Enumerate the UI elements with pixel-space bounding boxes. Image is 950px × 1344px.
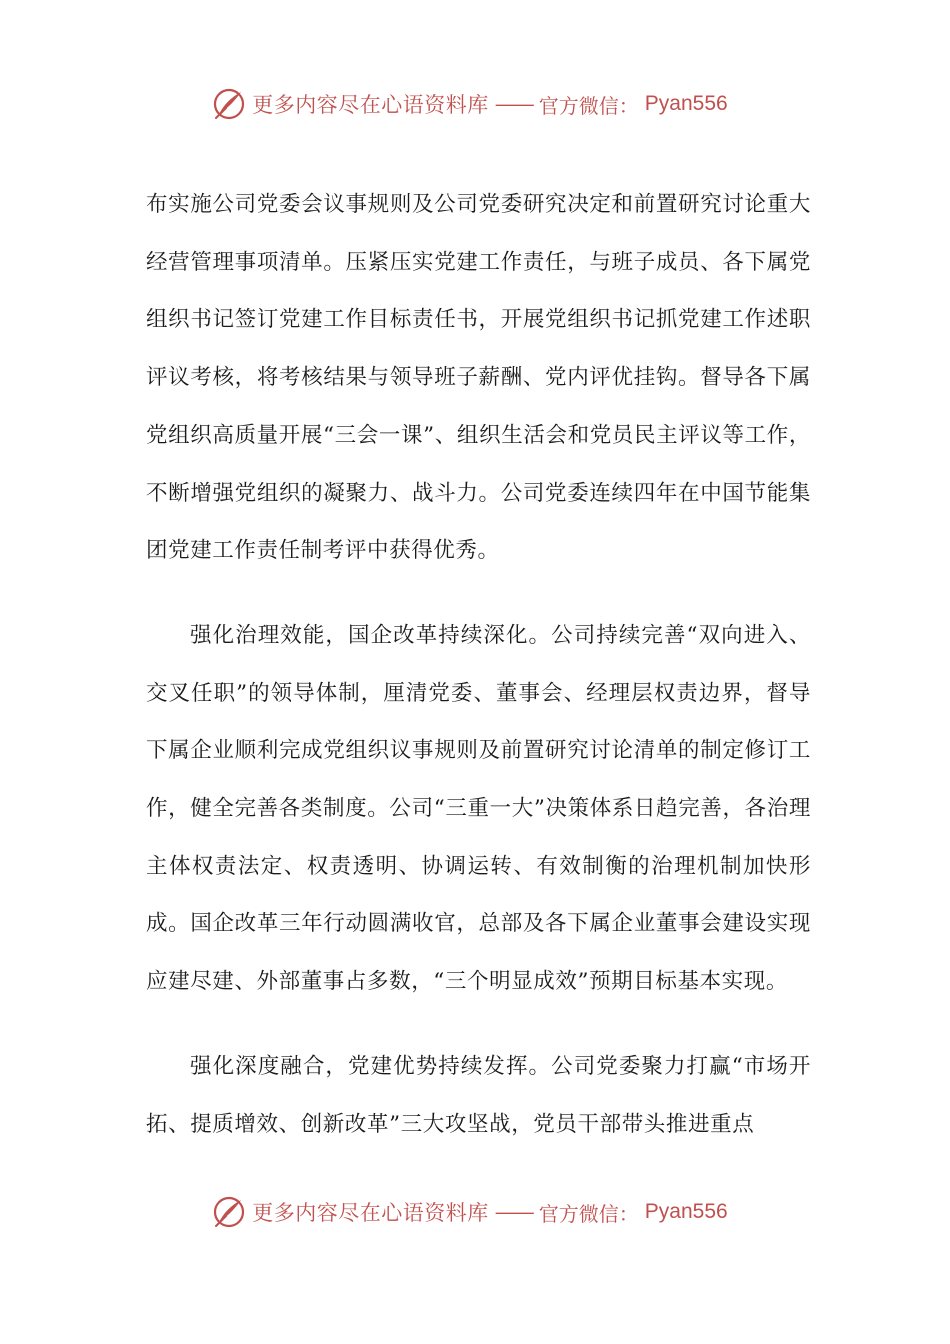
feather-pen-logo-icon	[212, 87, 246, 121]
paragraph-1: 布实施公司党委会议事规则及公司党委研究决定和前置研究讨论重大经营管理事项清单。压紧压实党建工作责任，与班子成员、各下属党组织书记签订党建工作目标责任书，开展党组织书记抓党建工作述职评议考核，将考核结果与领导班子薪酬、党内评优挂钩。督导各下属党组织高质量开展“三会一课”、组织生活会和党员民主评议等工作，不断增强党组织的凝聚力、战斗力。公司党委连续四年在中国节能集团党建工作责任制考评中获得优秀。	[146, 192, 811, 564]
header-banner-content	[212, 87, 727, 121]
document-body	[146, 176, 811, 1153]
footer-banner-title: 更多内容尽在心语资料库	[252, 1201, 489, 1225]
paragraph-3: 强化深度融合，党建优势持续发挥。公司党委聚力打赢“市场开拓、提质增效、创新改革”三大攻坚战，党员干部带头推进重点	[146, 1053, 811, 1137]
paragraph-2: 强化治理效能，国企改革持续深化。公司持续完善“双向进入、交叉任职”的领导体制，厘清党委、董事会、经理层权责边界，督导下属企业顺利完成党组织议事规则及前置研究讨论清单的制定修订工作，健全完善各类制度。公司“三重一大”决策体系日趋完善，各治理主体权责法定、权责透明、协调运转、有效制衡的治理机制加快形成。国企改革三年行动圆满收官，总部及各下属企业董事会建设实现应建尽建、外部董事占多数，“三个明显成效”预期目标基本实现。	[146, 622, 811, 995]
feather-pen-logo-icon	[212, 1195, 246, 1229]
footer-wechat-label: 官方微信：	[538, 1201, 639, 1226]
header-banner-dash: ——	[494, 92, 533, 116]
footer-banner-content	[212, 1195, 727, 1229]
header-banner-title: 更多内容尽在心语资料库	[252, 93, 489, 117]
footer-banner-dash: ——	[494, 1200, 533, 1224]
footer-banner	[0, 1192, 950, 1232]
header-banner	[0, 84, 950, 124]
footer-wechat-id: Pyan556	[644, 1200, 728, 1223]
header-wechat-label: 官方微信：	[538, 93, 639, 118]
header-wechat-id: Pyan556	[644, 92, 728, 115]
